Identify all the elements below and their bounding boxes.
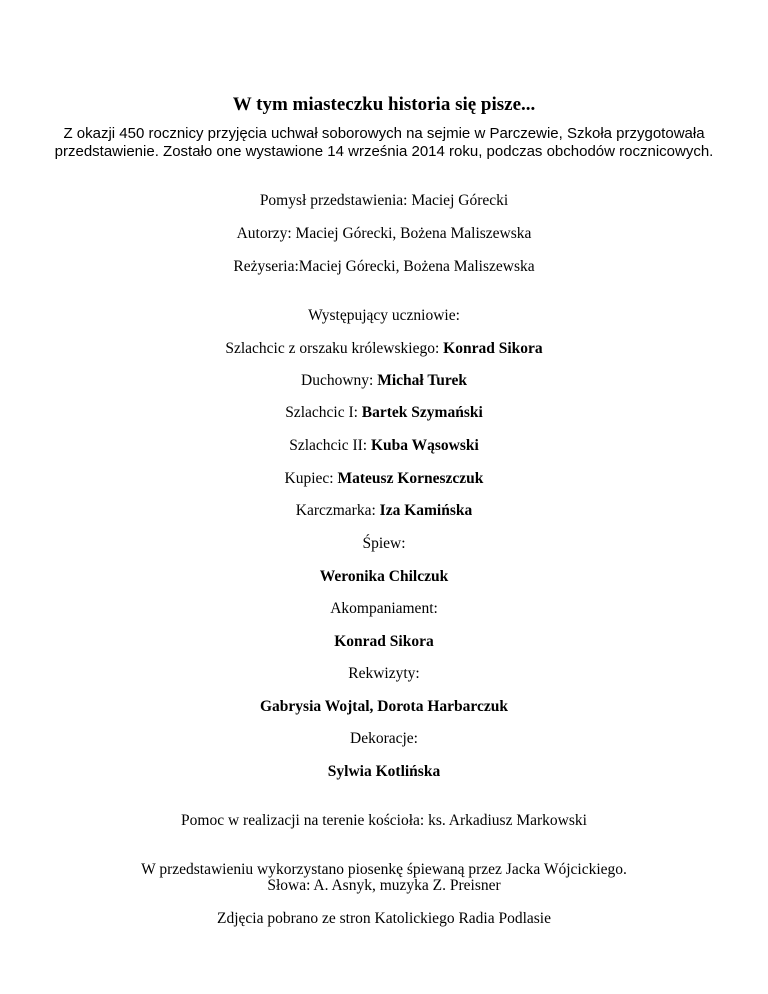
- cast-entry: [0, 437, 768, 455]
- cast-entry: [0, 372, 768, 390]
- singing-name: [0, 568, 768, 586]
- props-people: Gabrysia Wojtal, Dorota Harbarczuk: [260, 698, 508, 715]
- decorations-name: [0, 763, 768, 781]
- accompanist-name: Konrad Sikora: [334, 633, 434, 650]
- cast-entry: [0, 340, 768, 358]
- cast-name: Bartek Szymański: [361, 404, 483, 421]
- cast-role: Szlachcic z orszaku królewskiego:: [225, 340, 444, 357]
- cast-entry: [0, 470, 768, 488]
- cast-name: Mateusz Korneszczuk: [337, 470, 484, 487]
- cast-entry: [0, 404, 768, 422]
- accompaniment-name: [0, 633, 768, 651]
- church-help: Pomoc w realizacji na terenie kościoła: ks. Arkadiusz Markowski: [181, 812, 587, 829]
- credit-direction: Reżyseria:Maciej Górecki, Bożena Maliszewska: [233, 258, 535, 275]
- singing-label: Śpiew:: [362, 535, 406, 552]
- accompaniment-label: Akompaniament:: [330, 600, 438, 617]
- cast-name: Konrad Sikora: [443, 340, 543, 357]
- cast-name: Kuba Wąsowski: [370, 437, 479, 454]
- decorations-person: Sylwia Kotlińska: [327, 763, 441, 780]
- intro-line-1: Z okazji 450 rocznicy przyjęcia uchwał soborowych na sejmie w Parczewie, Szkoła przygotowała: [63, 125, 705, 142]
- intro-line-2: przedstawienie. Zostało one wystawione 14 września 2014 roku, podczas obchodów rocznicowych.: [54, 143, 714, 160]
- cast-name: Iza Kamińska: [379, 502, 473, 519]
- cast-entry: [0, 502, 768, 520]
- decorations-label: Dekoracje:: [350, 730, 418, 747]
- photos-source: Zdjęcia pobrano ze stron Katolickiego Radia Podlasie: [216, 910, 551, 927]
- cast-role: Szlachcic II:: [289, 437, 371, 454]
- credit-authors: Autorzy: Maciej Górecki, Bożena Maliszewska: [236, 225, 532, 242]
- singer-name: Weronika Chilczuk: [319, 568, 449, 585]
- props-label: Rekwizyty:: [348, 665, 420, 682]
- document-title: W tym miasteczku historia się pisze...: [232, 94, 536, 115]
- cast-role: Duchowny:: [301, 372, 378, 389]
- cast-name: Michał Turek: [377, 372, 467, 389]
- song-line-1: W przedstawieniu wykorzystano piosenkę śpiewaną przez Jacka Wójcickiego.: [141, 861, 627, 878]
- cast-role: Karczmarka:: [295, 502, 380, 519]
- props-names: [0, 698, 768, 716]
- credit-idea: Pomysł przedstawienia: Maciej Górecki: [259, 192, 509, 209]
- song-line-2: Słowa: A. Asnyk, muzyka Z. Preisner: [267, 877, 501, 894]
- cast-heading: Występujący uczniowie:: [308, 307, 460, 324]
- cast-role: Szlachcic I:: [285, 404, 362, 421]
- cast-role: Kupiec:: [284, 470, 338, 487]
